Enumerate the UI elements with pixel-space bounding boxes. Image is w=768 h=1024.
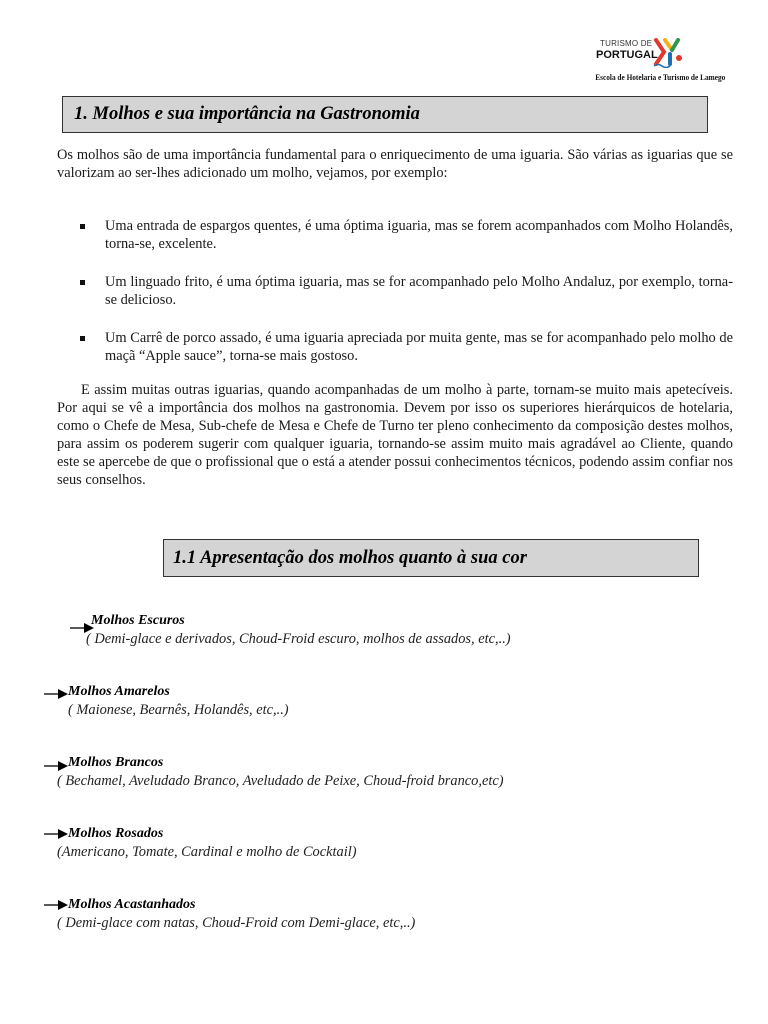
turismo-de-portugal-logo-icon xyxy=(650,36,686,73)
bullet-icon xyxy=(80,280,85,285)
arrow-right-icon xyxy=(44,900,68,910)
arrow-right-icon xyxy=(44,689,68,699)
sauce-description: ( Demi-glace com natas, Choud-Froid com Demi-glace, etc,..) xyxy=(57,915,416,931)
sauce-description: ( Maionese, Bearnês, Holandês, etc,..) xyxy=(68,702,289,718)
sauce-name: Molhos Acastanhados xyxy=(68,897,196,912)
sauce-description: ( Bechamel, Aveludado Branco, Aveludado de Peixe, Choud-froid branco,etc) xyxy=(57,773,504,789)
arrow-right-icon xyxy=(44,761,68,771)
intro-paragraph: Os molhos são de uma importância fundamental para o enriquecimento de uma iguaria. São várias as iguarias que se valorizam ao ser-lhes adicionado um molho, vejamos, por exemplo: xyxy=(57,147,733,181)
bullet-text: Um Carrê de porco assado, é uma iguaria apreciada por muita gente, mas se for acompanhado pelo molho de maçã “Apple sauce”, torna-se mais gostoso. xyxy=(105,330,733,364)
logo-school-name: Escola de Hotelaria e Turismo de Lamego xyxy=(595,72,726,82)
section-heading-sauce-colors: 1.1 Apresentação dos molhos quanto à sua cor xyxy=(163,539,699,577)
bullet-text: Uma entrada de espargos quentes, é uma óptima iguaria, mas se forem acompanhados com Molho Holandês, torna-se, excelente. xyxy=(105,218,733,252)
school-logo xyxy=(590,34,726,86)
logo-brand-top: TURISMO DE xyxy=(600,39,653,48)
section-heading-importance: 1. Molhos e sua importância na Gastronomia xyxy=(62,96,708,133)
bullet-icon xyxy=(80,336,85,341)
body-paragraph: E assim muitas outras iguarias, quando acompanhadas de um molho à parte, tornam-se muito mais apetecíveis. Por aqui se vê a importância dos molhos na gastronomia. Devem por isso os superiores hierárquicos de hotelaria, como o Chefe de Mesa, Sub-chefe de Mesa e Chefe de Turno ter pleno conhecimento da composição destes molhos, para assim os poderem sugerir com qualquer iguaria, tornando-se assim muito mais agradável ao Cliente, quando este se apercebe de que o profissional que o está a atender possui conhecimentos técnicos, podendo assim confiar nos seus conselhos. xyxy=(57,382,733,488)
sauce-name: Molhos Brancos xyxy=(68,755,164,770)
sauce-name: Molhos Escuros xyxy=(91,613,185,628)
bullet-icon xyxy=(80,224,85,229)
logo-brand-main: PORTUGAL xyxy=(596,49,658,61)
sauce-description: (Americano, Tomate, Cardinal e molho de Cocktail) xyxy=(57,844,357,860)
sauce-description: ( Demi-glace e derivados, Choud-Froid escuro, molhos de assados, etc,..) xyxy=(86,631,511,647)
arrow-right-icon xyxy=(44,829,68,839)
sauce-name: Molhos Amarelos xyxy=(68,684,170,699)
sauce-name: Molhos Rosados xyxy=(68,826,164,841)
bullet-text: Um linguado frito, é uma óptima iguaria, mas se for acompanhado pelo Molho Andaluz, por exemplo, torna-se delicioso. xyxy=(105,274,733,308)
